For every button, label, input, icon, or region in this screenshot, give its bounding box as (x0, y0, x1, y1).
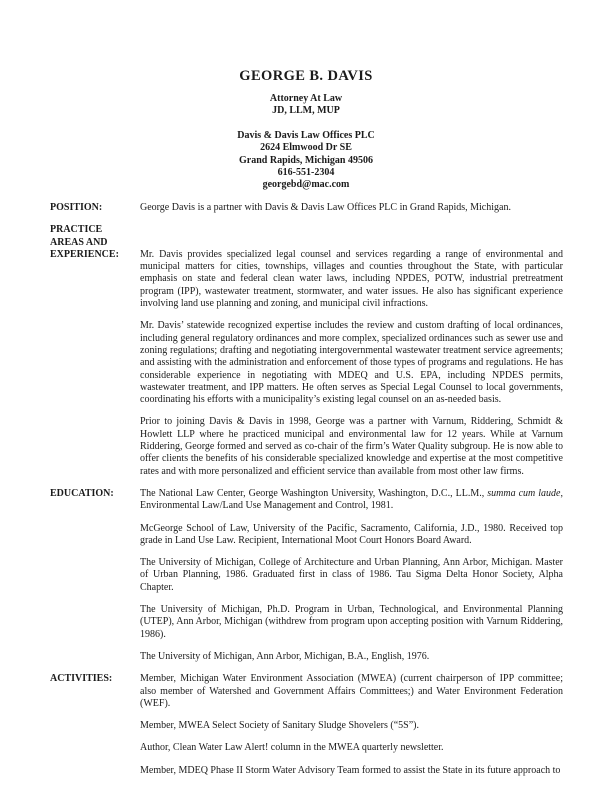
contact-block (0, 130, 612, 192)
practice-areas-label (50, 224, 140, 478)
activities-paragraph-4: Member, MDEQ Phase II Storm Water Advisory Team formed to assist the State in its future approach to (140, 764, 561, 776)
activities-paragraph-1: Member, Michigan Water Environment Association (MWEA) (current chairperson of IPP committee; also member of Watershed and Government Affairs Committees;) and Water Environment Federation (WEF). (140, 673, 563, 709)
activities-paragraph-2: Member, MWEA Select Society of Sanitary Sludge Shovelers (“5S”). (140, 720, 419, 732)
education-paragraph-3: The University of Michigan, College of Architecture and Urban Planning, Ann Arbor, Michigan. Master of Urban Planning, 1986. Graduated first in class of 1986. Tau Sigma Delta Honor Society, Alpha Chapter. (140, 557, 563, 593)
education-content (140, 488, 563, 663)
practice-paragraph-1: Mr. Davis provides specialized legal counsel and services regarding a range of environmental and municipal matters for cities, townships, villages and counties throughout the State, with particular emphasis on state and federal clean water laws, including NPDES, POTW, industrial pretreatment program (IPP), wastewater treatment, stormwater, and water issues. He also has significant experience involving land use planning and zoning, and municipal civil infractions. (140, 248, 563, 310)
resume-header (0, 68, 612, 192)
practice-areas-content (140, 224, 563, 478)
activities-paragraph-3: Author, Clean Water Law Alert! column in the MWEA quarterly newsletter. (140, 742, 444, 754)
activities-content (140, 673, 563, 777)
email-address: georgebd@mac.com (262, 179, 350, 191)
credentials: JD, LLM, MUP (272, 105, 340, 117)
practice-label-line-2: AREAS AND (50, 236, 108, 248)
education-paragraph-5: The University of Michigan, Ann Arbor, Michigan, B.A., English, 1976. (140, 650, 430, 662)
practice-paragraph-2: Mr. Davis’ statewide recognized expertise includes the review and custom drafting of local ordinances, including general regulatory ordinances and more complex, specialized ordinances such as sewer use and zoning regulations; drafting and negotiating intergovernmental wastewater treatment service agreements; and assisting with the administration and enforcement of those types of programs and regulations. He has considerable experience in negotiating with MDEQ and U.S. EPA, including NPDES permits, wastewater treatment, and IPP matters. He often serves as Special Legal Counsel to local governments, coordinating his efforts with a municipality’s existing legal counsel on an as-needed basis. (140, 320, 563, 406)
practice-paragraph-3: Prior to joining Davis & Davis in 1998, George was a partner with Varnum, Riddering, Schmidt & Howlett LLP where he practiced municipal and environmental law for 12 years. While at Varnum Riddering, George formed and served as co-chair of the firm’s Water Quality subgroup. He is now able to offer clients the benefits of his considerable specialized knowledge and expertise at the most competitive rates and with more personalized and efficient service than available from most other law firms. (140, 416, 563, 477)
education-p1-text-cont: , Environmental Law/Land Use Management and Control, 1981. (140, 487, 563, 512)
page-title: GEORGE B. DAVIS (239, 68, 373, 84)
position-text: George Davis is a partner with Davis & Davis Law Offices PLC in Grand Rapids, Michigan. (140, 202, 511, 213)
section-position (50, 202, 563, 214)
city-state-zip: Grand Rapids, Michigan 49506 (239, 154, 373, 166)
practice-label-line-1: PRACTICE (50, 224, 103, 236)
activities-label: ACTIVITIES: (50, 673, 113, 685)
education-p1-honors: summa cum laude (487, 487, 561, 499)
position-label: POSITION: (50, 202, 103, 213)
education-paragraph-2: McGeorge School of Law, University of the Pacific, Sacramento, California, J.D., 1980. Received top grade in Land Use Law. Recipient, International Moot Court Honors Board Award. (140, 522, 563, 546)
education-paragraph-4: The University of Michigan, Ph.D. Program in Urban, Technological, and Environmental Planning (UTEP), Ann Arbor, Michigan (withdrew from program upon accepting position with Varnum Riddering, 1986). (140, 604, 563, 640)
professional-title: Attorney At Law (269, 93, 343, 104)
education-p1-text: The National Law Center, George Washington University, Washington, D.C., LL.M., (140, 487, 488, 499)
education-paragraph-1 (140, 488, 563, 513)
position-content (140, 202, 563, 214)
resume-body (50, 202, 563, 787)
practice-label-line-3: EXPERIENCE: (50, 248, 119, 260)
section-practice-areas (50, 224, 563, 478)
education-label: EDUCATION: (50, 487, 114, 499)
phone-number: 616-551-2304 (277, 167, 335, 179)
section-education (50, 488, 563, 663)
section-activities (50, 673, 563, 777)
street-address: 2624 Elmwood Dr SE (260, 142, 352, 154)
firm-name: Davis & Davis Law Offices PLC (237, 129, 375, 141)
